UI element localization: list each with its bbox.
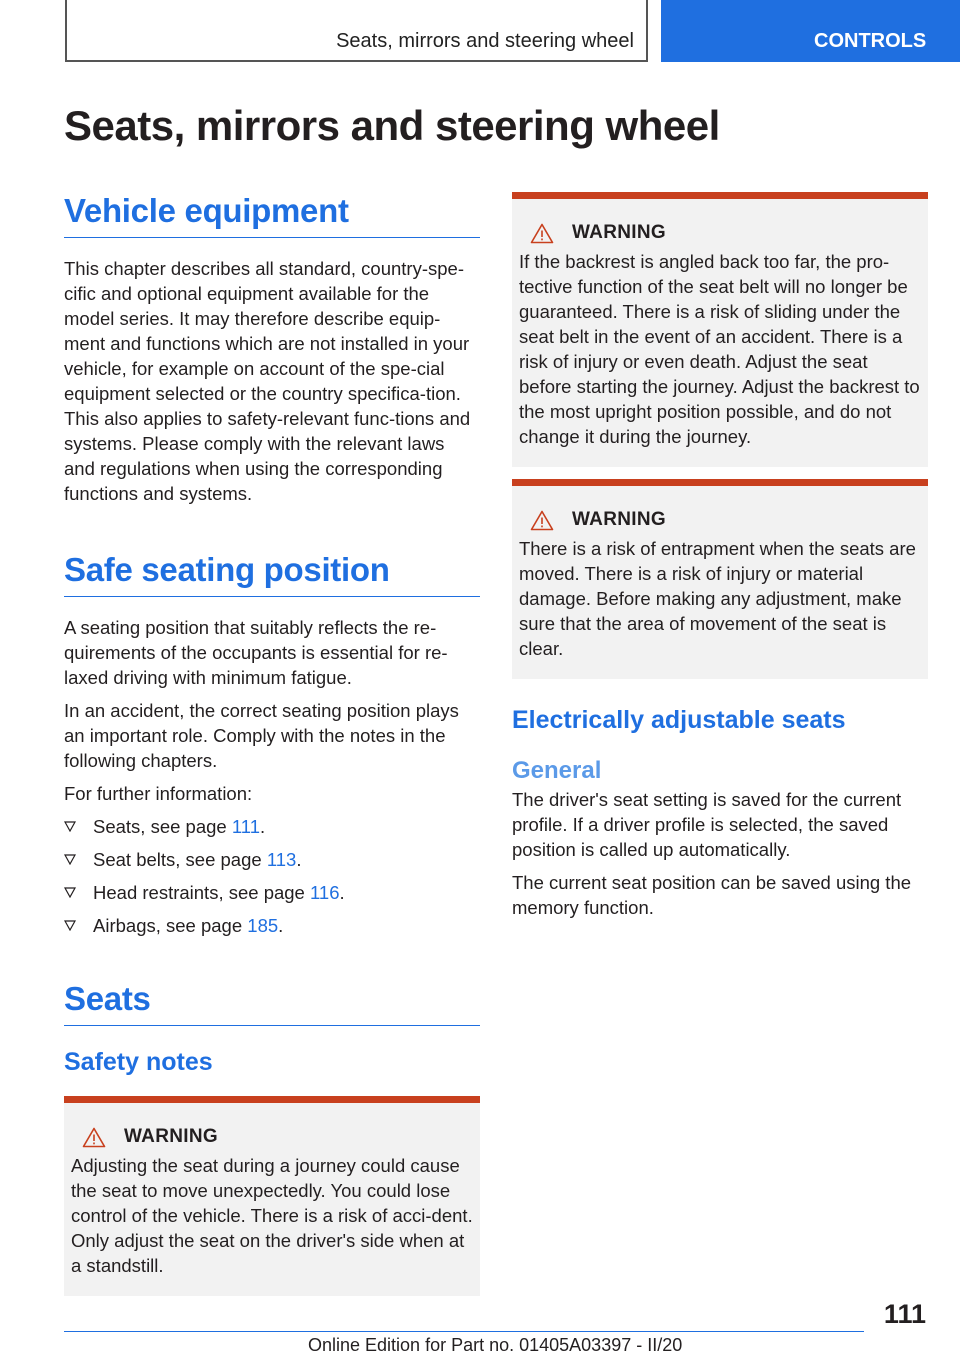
warning-title: WARNING [124,1126,218,1147]
reference-text: Seat belts, see page [93,849,262,870]
warning-header [519,222,921,244]
warning-title: WARNING [572,509,666,530]
vehicle-equipment-text: This chapter describes all standard, country-spe-cific and optional equipment available for the model series. It may therefore describe equip-ment and functions which are not installed in your vehicle, for example on account of the spe-cial equipment selected or the country specifica-tion. This also applies to safety-relevant func-tions and systems. Please comply with the relevant laws and regulations when using the corresponding functions and systems. [64,258,471,504]
triangle-bullet-icon [64,821,76,832]
left-column [64,192,480,1296]
warning-box-backrest [512,192,928,467]
heading-seats: Seats [64,980,480,1026]
heading-safety-notes: Safety notes [64,1048,213,1076]
warning-title: WARNING [572,222,666,243]
list-item: Head restraints, see page 116. [64,880,480,905]
triangle-bullet-icon [64,887,76,898]
electric-seats-p2: The current seat position can be saved using the memory function. [512,872,912,918]
list-item: Airbags, see page 185. [64,913,480,938]
reference-text: Head restraints, see page [93,882,305,903]
warning-text: If the backrest is angled back too far, the pro-tective function of the seat belt will no longer be guaranteed. There is a risk of sliding under the seat belt in the event of an accident. There is a risk of injury or even death. Adjust the seat before starting the journey. Adjust the backrest to the most upright position possible, and do not change it during the journey. [519,251,920,447]
triangle-bullet-icon [64,920,76,931]
safe-seating-p1: A seating position that suitably reflects the re-quirements of the occupants is essential for re-laxed driving with minimum fatigue. [64,617,448,688]
warning-header [519,509,921,531]
electric-seats-p1: The driver's seat setting is saved for the current profile. If a driver profile is selected, the saved position is called up automatically. [512,789,902,860]
safe-seating-p3: For further information: [64,783,253,804]
warning-box-entrapment [512,479,928,679]
page-link-113[interactable]: 113 [266,849,297,870]
warning-triangle-icon [530,510,554,531]
header-chapter-label: CONTROLS [814,30,927,52]
list-item: Seat belts, see page 113. [64,847,480,872]
footer-edition: Online Edition for Part no. 01405A03397 - II/20 [308,1335,683,1355]
warning-triangle-icon [82,1127,106,1148]
header-chapter-tab[interactable] [661,0,960,62]
warning-box-seat-adjust [64,1096,480,1296]
warning-header [71,1126,473,1148]
list-item: Seats, see page 111. [64,814,480,839]
safe-seating-p2: In an accident, the correct seating position plays an important role. Comply with the notes in the following chapters. [64,700,459,771]
page-link-185[interactable]: 185 [247,915,279,936]
warning-triangle-icon [530,223,554,244]
heading-electrically-adjustable-seats: Electrically adjustable seats [512,706,846,734]
warning-text: Adjusting the seat during a journey could cause the seat to move unexpectedly. You could lose control of the vehicle. There is a risk of acci-dent. Only adjust the seat on the driver's side when at a standstill. [71,1155,473,1276]
page-number: 111 [883,1299,926,1329]
reference-text: Seats, see page [93,816,227,837]
reference-list [64,814,480,938]
warning-text: There is a risk of entrapment when the seats are moved. There is a risk of injury or material damage. Before making any adjustment, make sure that the area of movement of the seat is clear. [519,538,916,659]
header-section-title: Seats, mirrors and steering wheel [336,30,634,52]
page-link-111[interactable]: 111 [231,816,260,837]
right-column [512,192,928,920]
page-title: Seats, mirrors and steering wheel [64,102,720,149]
header-section-tab [65,0,648,62]
page-link-116[interactable]: 116 [310,882,340,903]
reference-text: Airbags, see page [93,915,243,936]
heading-safe-seating: Safe seating position [64,551,480,597]
heading-general: General [512,757,602,784]
heading-vehicle-equipment: Vehicle equipment [64,192,480,238]
triangle-bullet-icon [64,854,76,865]
footer-divider [64,1331,864,1332]
